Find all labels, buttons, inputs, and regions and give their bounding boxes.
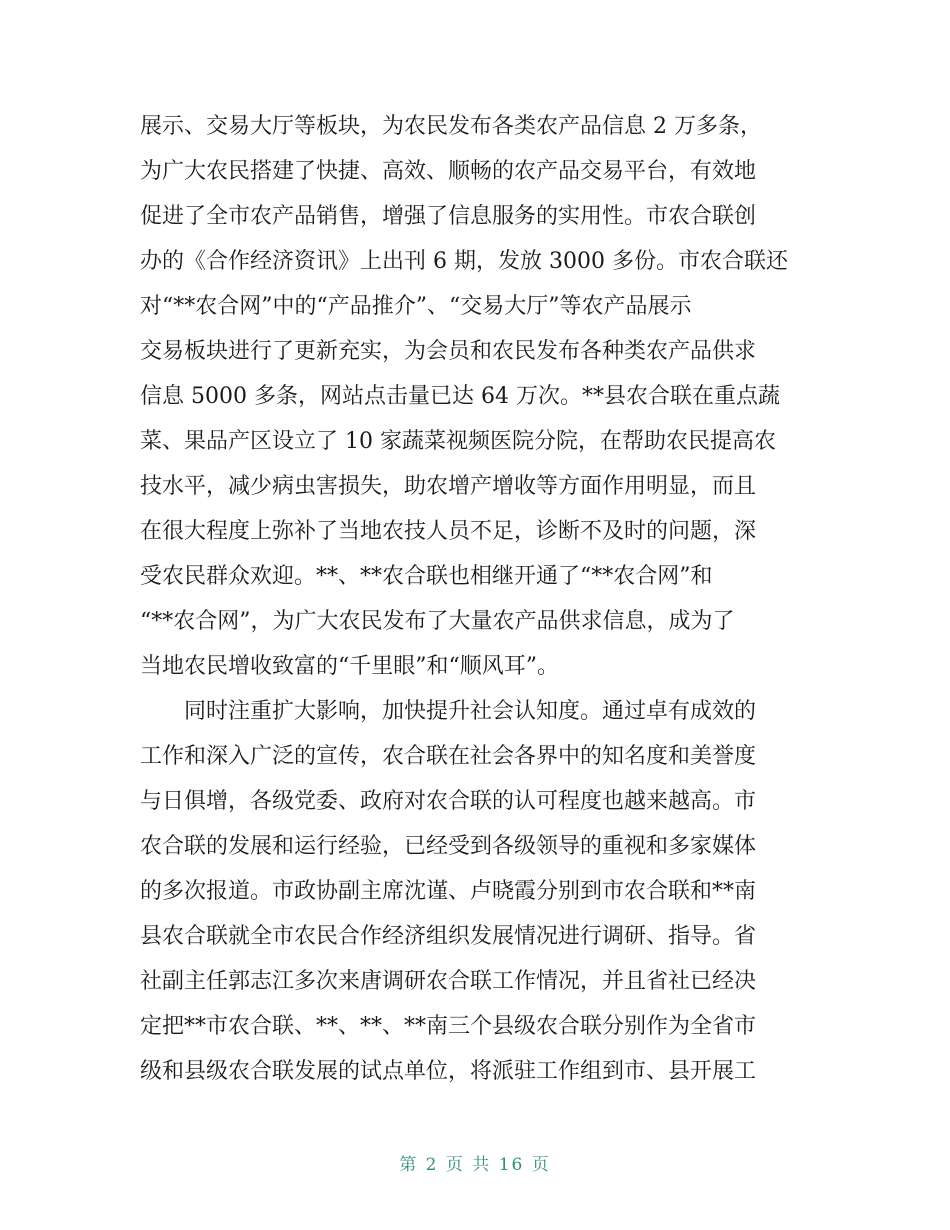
text-line: 工作和深入广泛的宣传，农合联在社会各界中的知名度和美誉度	[140, 744, 757, 769]
text-line: 在很大程度上弥补了当地农技人员不足，诊断不及时的问题，深	[140, 519, 757, 544]
text-line: 交易板块进行了更新充实，为会员和农民发布各种类农产品供求	[140, 339, 757, 364]
body-text	[140, 104, 820, 1094]
text-line: 受农民群众欢迎。**、**农合联也相继开通了“**农合网”和	[140, 564, 713, 589]
text-line: 促进了全市农产品销售，增强了信息服务的实用性。市农合联创	[140, 204, 757, 229]
text-line: 信息 5000 多条，网站点击量已达 64 万次。**县农合联在重点蔬	[140, 384, 780, 409]
text-line: 对“**农合网”中的“产品推介”、“交易大厅”等农产品展示	[140, 294, 692, 319]
text-line: 办的《合作经济资讯》上出刊 6 期，发放 3000 多份。市农合联还	[140, 249, 788, 274]
text-line: 的多次报道。市政协副主席沈谨、卢晓霞分别到市农合联和**南	[140, 879, 757, 904]
page-number-footer: 第 2 页 共 16 页	[399, 1155, 551, 1175]
text-line: “**农合网”，为广大农民发布了大量农产品供求信息，成为了	[140, 609, 735, 634]
text-line: 与日俱增，各级党委、政府对农合联的认可程度也越来越高。市	[140, 789, 757, 814]
text-line: 展示、交易大厅等板块，为农民发布各类农产品信息 2 万多条，	[140, 114, 762, 139]
text-line: 当地农民增收致富的“千里眼”和“顺风耳”。	[140, 654, 559, 679]
paragraph-start-line: 同时注重扩大影响，加快提升社会认知度。通过卓有成效的	[184, 699, 757, 724]
text-line: 社副主任郭志江多次来唐调研农合联工作情况，并且省社已经决	[140, 969, 757, 994]
text-line: 定把**市农合联、**、**、**南三个县级农合联分别作为全省市	[140, 1014, 757, 1039]
text-line: 农合联的发展和运行经验，已经受到各级领导的重视和多家媒体	[140, 834, 757, 859]
text-line: 县农合联就全市农民合作经济组织发展情况进行调研、指导。省	[140, 924, 757, 949]
text-line: 技水平，减少病虫害损失，助农增产增收等方面作用明显，而且	[140, 474, 757, 499]
text-line: 菜、果品产区设立了 10 家蔬菜视频医院分院，在帮助农民提高农	[140, 429, 776, 454]
text-line: 为广大农民搭建了快捷、高效、顺畅的农产品交易平台，有效地	[140, 159, 757, 184]
text-line: 级和县级农合联发展的试点单位，将派驻工作组到市、县开展工	[140, 1059, 757, 1084]
